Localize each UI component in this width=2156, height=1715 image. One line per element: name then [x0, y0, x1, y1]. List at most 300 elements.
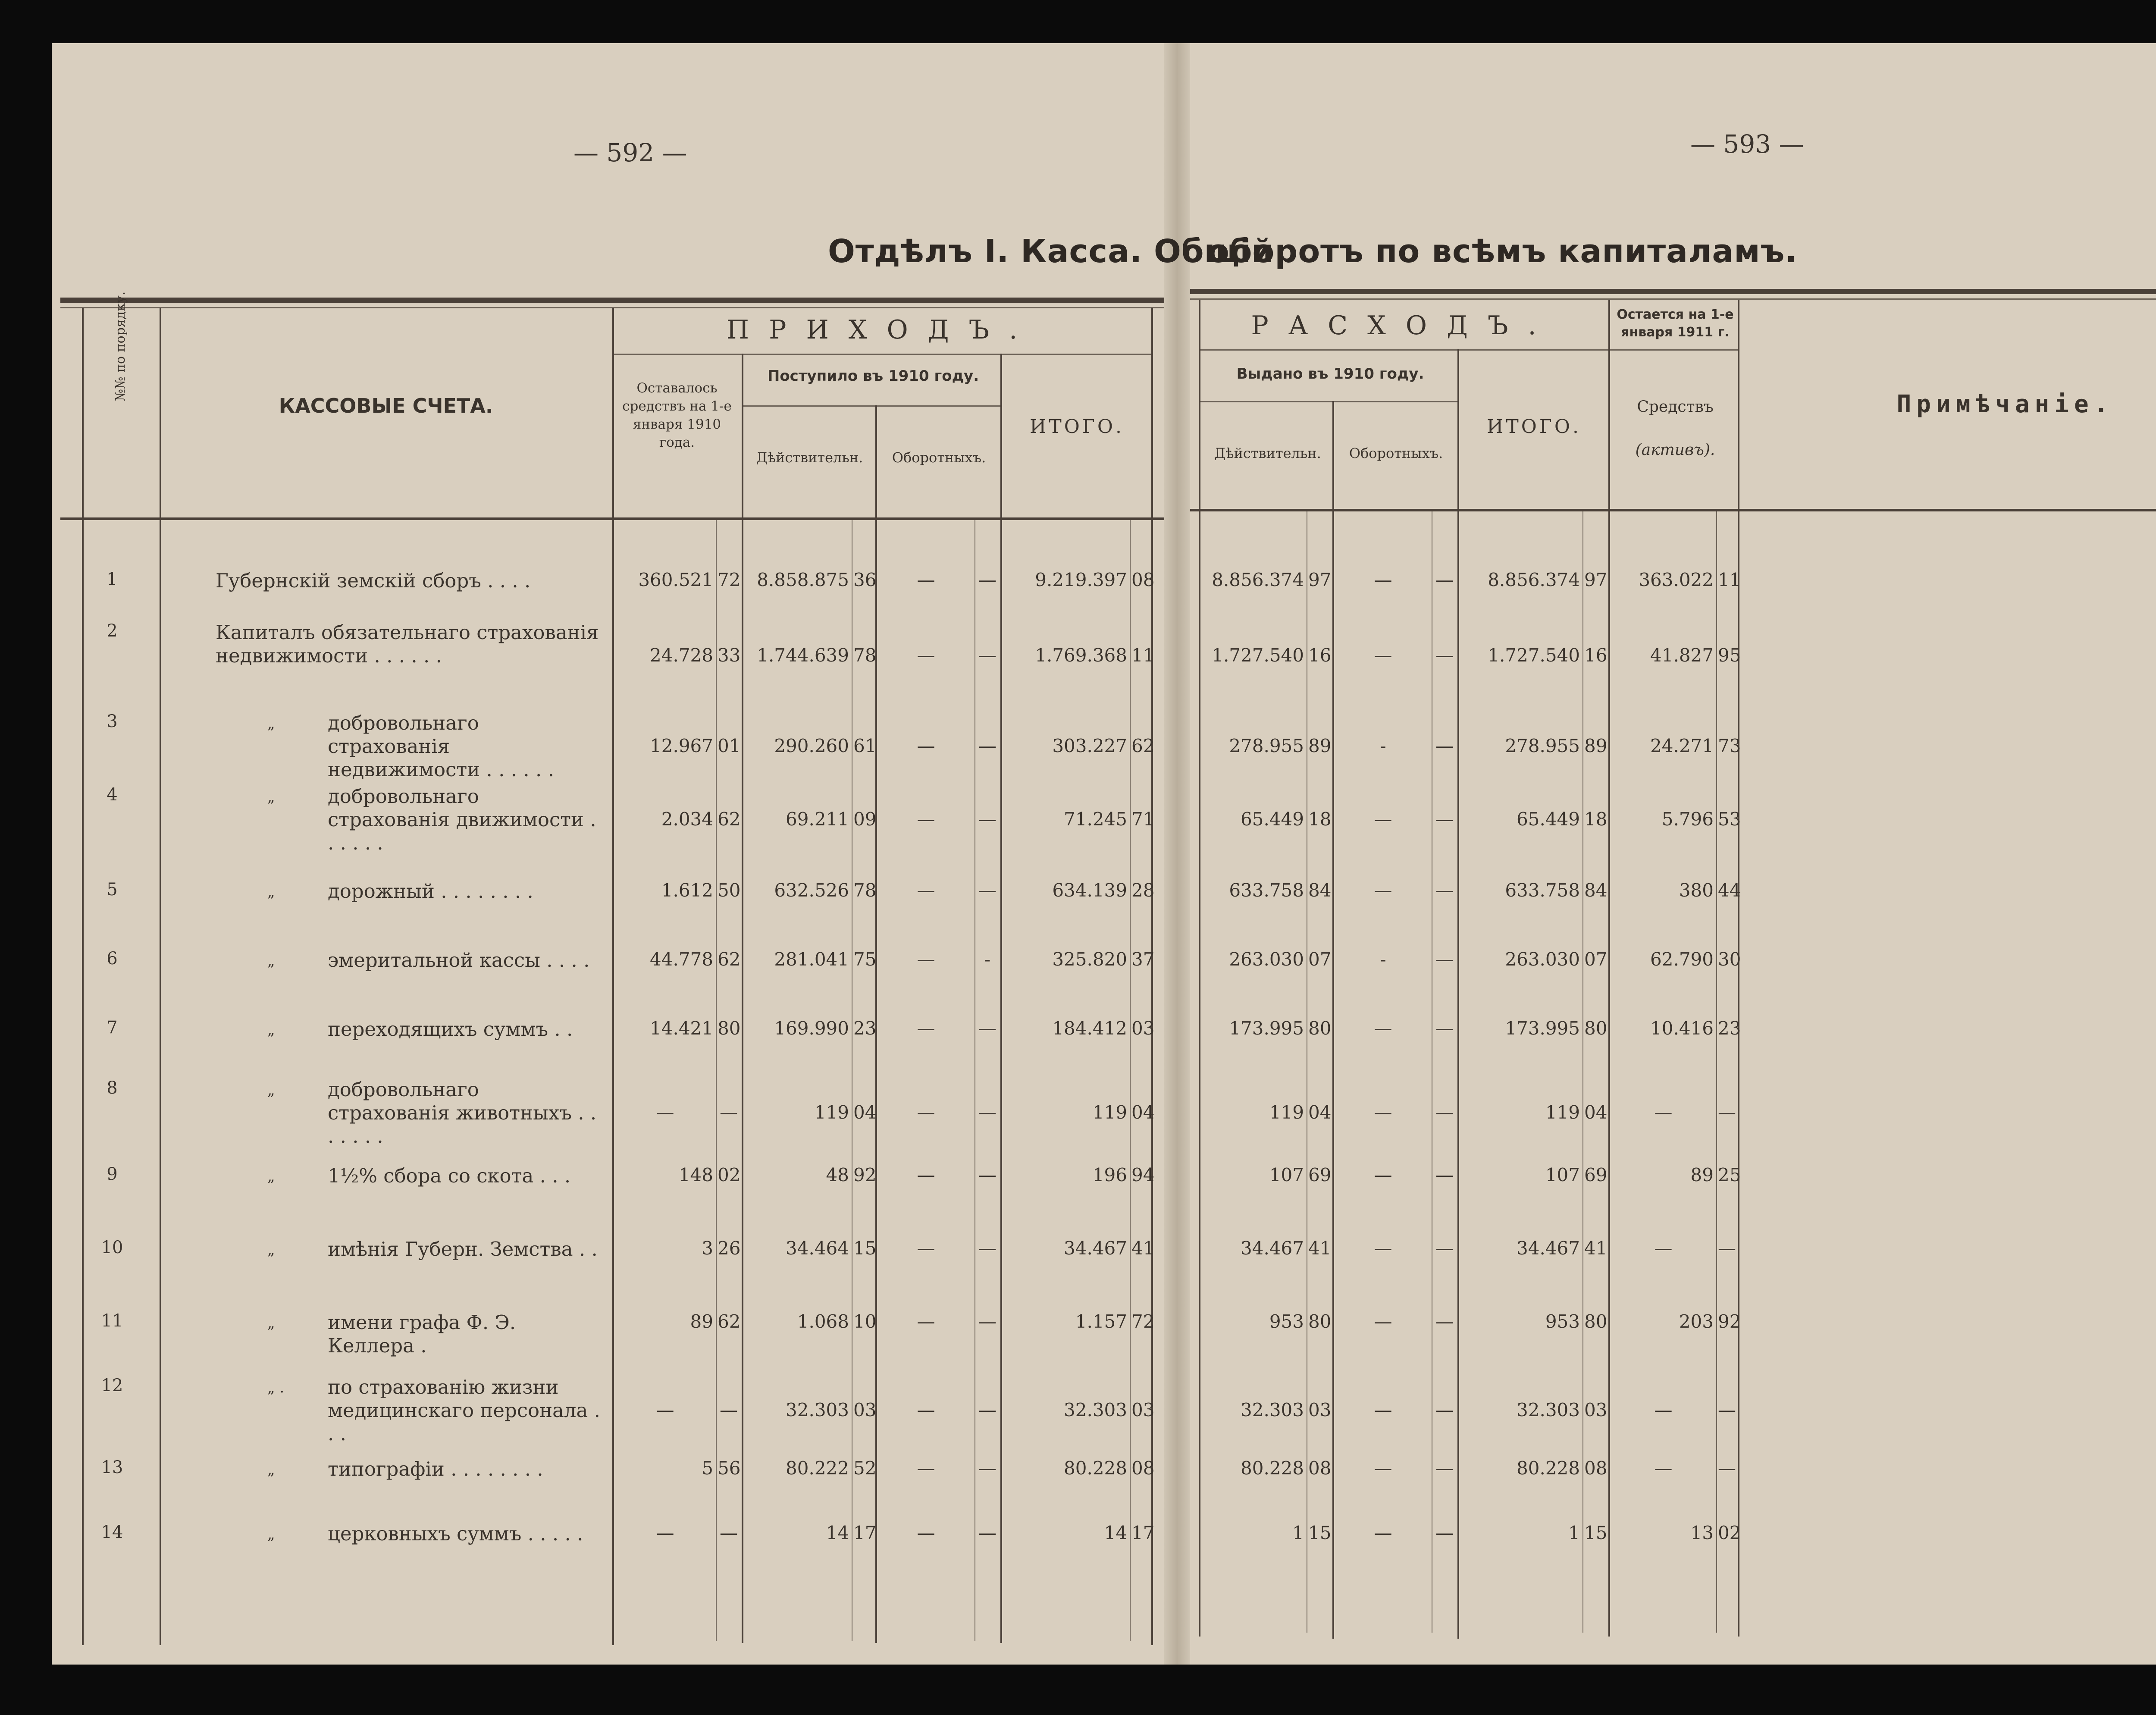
cell-turnover_out-rub: —	[1374, 1018, 1392, 1039]
right-page	[1177, 43, 2156, 1665]
row-ditto-mark: „	[267, 1082, 275, 1099]
cell-turnover-kop: —	[978, 569, 997, 590]
col-line	[1457, 349, 1459, 1639]
cell-total_out-kop: 04	[1584, 1102, 1608, 1123]
title-left: Отдѣлъ I. Касса. Общій	[828, 233, 1274, 270]
row-account-name: переходящихъ суммъ . .	[328, 1018, 573, 1041]
row-ditto-mark: „	[267, 1526, 275, 1543]
cell-actual-kop: 03	[853, 1399, 877, 1420]
cell-actual-kop: 15	[853, 1238, 877, 1259]
col-line	[716, 520, 717, 1641]
header-note: Примѣчаніе.	[1896, 390, 2114, 418]
cell-actual-kop: 10	[853, 1311, 877, 1332]
cell-total_out-rub: 633.758	[1505, 880, 1580, 901]
header-issued: Выдано въ 1910 году.	[1236, 365, 1424, 383]
cell-issued-kop: 80	[1308, 1311, 1332, 1332]
cell-actual-kop: 36	[853, 569, 877, 590]
cell-turnover-kop: —	[978, 645, 997, 666]
cell-total_in-kop: 03	[1131, 1399, 1155, 1420]
cell-opening-kop: 50	[718, 880, 741, 901]
cell-turnover-rub: —	[917, 1102, 935, 1123]
cell-issued-kop: 16	[1308, 645, 1332, 666]
cell-actual-kop: 92	[853, 1164, 877, 1185]
top-rule-left	[60, 298, 1164, 303]
cell-turnover_out-kop: —	[1435, 1311, 1454, 1332]
col-line	[82, 308, 84, 1645]
cell-remaining-rub: —	[1654, 1238, 1673, 1259]
cell-remaining-kop: —	[1718, 1238, 1736, 1259]
cell-turnover-rub: —	[917, 569, 935, 590]
header-turnover: Оборотныхъ.	[892, 449, 986, 466]
header-remaining: Остается на 1-е января 1911 г.	[1617, 307, 1734, 340]
cell-total_in-rub: 1.769.368	[1035, 645, 1127, 666]
cell-turnover-kop: —	[978, 1522, 997, 1543]
cell-turnover_out-rub: —	[1374, 1238, 1392, 1259]
cell-actual-kop: 78	[853, 880, 877, 901]
cell-issued-rub: 119	[1269, 1102, 1304, 1123]
row-index: 13	[101, 1458, 123, 1477]
cell-turnover-rub: —	[917, 1164, 935, 1185]
cell-total_in-rub: 80.228	[1064, 1458, 1127, 1479]
cell-turnover_out-kop: —	[1435, 1102, 1454, 1123]
cell-turnover-rub: —	[917, 880, 935, 901]
cell-opening-kop: 33	[718, 645, 741, 666]
cell-total_in-rub: 1.157	[1075, 1311, 1127, 1332]
cell-turnover-rub: —	[917, 1458, 935, 1479]
cell-opening-rub: 148	[678, 1164, 713, 1185]
col-line	[1608, 300, 1610, 1637]
cell-turnover_out-kop: —	[1435, 1399, 1454, 1420]
cell-actual-rub: 1.744.639	[757, 645, 849, 666]
cell-remaining-kop: 95	[1718, 645, 1741, 666]
page-number-left: — 592 —	[573, 138, 687, 167]
cell-turnover-kop: —	[978, 1102, 997, 1123]
cell-total_out-rub: 65.449	[1517, 809, 1580, 830]
cell-actual-kop: 17	[853, 1522, 877, 1543]
cell-actual-rub: 119	[814, 1102, 849, 1123]
cell-turnover-kop: —	[978, 809, 997, 830]
cell-opening-kop: —	[720, 1102, 738, 1123]
row-index: 11	[101, 1311, 123, 1331]
cell-opening-kop: 56	[718, 1458, 741, 1479]
cell-remaining-rub: 363.022	[1639, 569, 1714, 590]
row-index: 14	[101, 1522, 123, 1542]
cell-issued-rub: 65.449	[1241, 809, 1304, 830]
cell-actual-kop: 52	[853, 1458, 877, 1479]
cell-total_out-rub: 173.995	[1505, 1018, 1580, 1039]
cell-turnover_out-kop: —	[1435, 880, 1454, 901]
cell-remaining-rub: 10.416	[1650, 1018, 1714, 1039]
cell-turnover-kop: —	[978, 735, 997, 756]
cell-total_in-rub: 71.245	[1064, 809, 1127, 830]
cell-turnover-rub: —	[917, 645, 935, 666]
cell-actual-kop: 78	[853, 645, 877, 666]
header-turnover-out: Оборотныхъ.	[1349, 445, 1443, 461]
cell-remaining-kop: 23	[1718, 1018, 1741, 1039]
row-ditto-mark: „	[267, 1021, 275, 1038]
header-accounts: КАССОВЫЕ СЧЕТА.	[279, 394, 493, 417]
cell-total_out-rub: 119	[1545, 1102, 1580, 1123]
row-ditto-mark: „	[267, 883, 275, 900]
cell-turnover-kop: —	[978, 1018, 997, 1039]
cell-turnover-kop: —	[978, 1458, 997, 1479]
cell-turnover_out-rub: —	[1374, 1311, 1392, 1332]
header-actual: Дѣйствительн.	[756, 449, 863, 466]
cell-turnover_out-rub: —	[1374, 645, 1392, 666]
col-line	[612, 308, 614, 1645]
cell-total_out-kop: 08	[1584, 1458, 1608, 1479]
cell-turnover-kop: -	[984, 949, 991, 970]
row-index: 2	[107, 621, 118, 641]
cell-total_out-rub: 1	[1568, 1522, 1580, 1543]
cell-total_in-rub: 34.467	[1064, 1238, 1127, 1259]
cell-total_out-kop: 97	[1584, 569, 1608, 590]
cell-remaining-kop: 44	[1718, 880, 1741, 901]
cell-total_in-kop: 62	[1131, 735, 1155, 756]
cell-total_in-rub: 303.227	[1052, 735, 1127, 756]
left-page	[52, 43, 1177, 1665]
cell-remaining-rub: —	[1654, 1399, 1673, 1420]
cell-total_in-kop: 72	[1131, 1311, 1155, 1332]
cell-remaining-kop: —	[1718, 1399, 1736, 1420]
cell-actual-kop: 04	[853, 1102, 877, 1123]
cell-turnover_out-rub: -	[1380, 949, 1386, 970]
row-account-name: добровольнаго страхованія движимости . . . . . .	[328, 785, 596, 854]
cell-turnover_out-rub: —	[1374, 1164, 1392, 1185]
cell-total_out-rub: 953	[1545, 1311, 1580, 1332]
cell-issued-rub: 32.303	[1241, 1399, 1304, 1420]
cell-opening-rub: 14.421	[650, 1018, 713, 1039]
row-ditto-mark: „	[267, 715, 275, 732]
cell-turnover_out-kop: —	[1435, 949, 1454, 970]
expense-subrule	[1199, 349, 1738, 351]
cell-actual-rub: 80.222	[786, 1458, 849, 1479]
top-rule-right	[1190, 289, 2156, 294]
cell-issued-kop: 84	[1308, 880, 1332, 901]
cell-issued-kop: 07	[1308, 949, 1332, 970]
cell-turnover_out-rub: —	[1374, 1458, 1392, 1479]
cell-opening-kop: 62	[718, 1311, 741, 1332]
cell-total_in-rub: 119	[1092, 1102, 1127, 1123]
page-number-right: — 593 —	[1690, 129, 1804, 159]
cell-total_out-kop: 80	[1584, 1018, 1608, 1039]
cell-total_in-kop: 08	[1131, 1458, 1155, 1479]
cell-total_in-rub: 184.412	[1052, 1018, 1127, 1039]
cell-turnover_out-rub: —	[1374, 569, 1392, 590]
cell-total_out-kop: 07	[1584, 949, 1608, 970]
cell-remaining-rub: 89	[1690, 1164, 1714, 1185]
cell-actual-kop: 61	[853, 735, 877, 756]
cell-turnover-rub: —	[917, 1018, 935, 1039]
row-account-name: церковныхъ суммъ . . . . .	[328, 1522, 583, 1545]
title-right: оборотъ по всѣмъ капиталамъ.	[1207, 233, 1798, 270]
cell-remaining-kop: 02	[1718, 1522, 1741, 1543]
row-ditto-mark: „	[267, 1168, 275, 1185]
cell-issued-rub: 34.467	[1241, 1238, 1304, 1259]
cell-total_in-kop: 37	[1131, 949, 1155, 970]
cell-actual-kop: 09	[853, 809, 877, 830]
cell-issued-kop: 97	[1308, 569, 1332, 590]
cell-turnover-rub: —	[917, 1522, 935, 1543]
cell-opening-rub: 89	[690, 1311, 713, 1332]
cell-total_in-rub: 196	[1092, 1164, 1127, 1185]
cell-actual-rub: 34.464	[786, 1238, 849, 1259]
header-funds: Средствъ	[1637, 398, 1714, 416]
cell-total_in-rub: 9.219.397	[1035, 569, 1127, 590]
cell-total_in-kop: 17	[1131, 1522, 1155, 1543]
income-subrule	[612, 354, 1151, 355]
row-index: 3	[107, 712, 118, 731]
cell-issued-kop: 18	[1308, 809, 1332, 830]
issued-subrule	[1199, 401, 1457, 402]
cell-turnover_out-kop: —	[1435, 1164, 1454, 1185]
cell-issued-rub: 173.995	[1229, 1018, 1304, 1039]
cell-opening-kop: —	[720, 1399, 738, 1420]
cell-remaining-rub: 203	[1679, 1311, 1714, 1332]
cell-issued-kop: 80	[1308, 1018, 1332, 1039]
cell-total_out-kop: 80	[1584, 1311, 1608, 1332]
cell-issued-kop: 04	[1308, 1102, 1332, 1123]
cell-turnover_out-rub: —	[1374, 880, 1392, 901]
row-ditto-mark: „	[267, 788, 275, 806]
cell-issued-kop: 41	[1308, 1238, 1332, 1259]
cell-remaining-rub: —	[1654, 1458, 1673, 1479]
cell-opening-kop: —	[720, 1522, 738, 1543]
row-account-name: 1½% сбора со скота . . .	[328, 1164, 571, 1187]
cell-opening-kop: 72	[718, 569, 741, 590]
cell-turnover-kop: —	[978, 1399, 997, 1420]
cell-issued-rub: 633.758	[1229, 880, 1304, 901]
row-account-name: по страхованію жизни медицинскаго персонала . . .	[328, 1376, 600, 1445]
cell-turnover-kop: —	[978, 1238, 997, 1259]
cell-opening-rub: —	[656, 1522, 674, 1543]
cell-opening-kop: 62	[718, 949, 741, 970]
cell-total_in-kop: 94	[1131, 1164, 1155, 1185]
cell-issued-rub: 263.030	[1229, 949, 1304, 970]
cell-turnover-kop: —	[978, 880, 997, 901]
cell-actual-rub: 632.526	[774, 880, 849, 901]
cell-remaining-kop: —	[1718, 1458, 1736, 1479]
cell-total_out-kop: 03	[1584, 1399, 1608, 1420]
col-line	[160, 308, 161, 1645]
cell-remaining-rub: 5.796	[1661, 809, 1714, 830]
cell-issued-kop: 08	[1308, 1458, 1332, 1479]
row-account-name: типографіи . . . . . . . .	[328, 1458, 543, 1480]
cell-turnover_out-rub: —	[1374, 1522, 1392, 1543]
cell-opening-rub: 12.967	[650, 735, 713, 756]
cell-turnover_out-rub: —	[1374, 809, 1392, 830]
header-bottom-right	[1190, 509, 2156, 511]
cell-turnover_out-kop: —	[1435, 645, 1454, 666]
cell-issued-kop: 15	[1308, 1522, 1332, 1543]
cell-remaining-rub: 13	[1690, 1522, 1714, 1543]
cell-remaining-kop: 73	[1718, 735, 1741, 756]
header-assets: (активъ).	[1635, 441, 1715, 459]
col-line	[1000, 354, 1002, 1643]
cell-issued-rub: 80.228	[1241, 1458, 1304, 1479]
cell-opening-rub: 44.778	[650, 949, 713, 970]
row-index: 9	[107, 1164, 118, 1184]
cell-remaining-rub: 24.271	[1650, 735, 1714, 756]
cell-total_in-kop: 28	[1131, 880, 1155, 901]
row-ditto-mark: „ .	[267, 1379, 285, 1396]
header-opening: Оставалось средствъ на 1-е января 1910 года.	[622, 380, 732, 450]
col-line	[742, 354, 743, 1643]
cell-total_in-rub: 32.303	[1064, 1399, 1127, 1420]
cell-turnover_out-rub: —	[1374, 1102, 1392, 1123]
cell-turnover_out-kop: —	[1435, 569, 1454, 590]
row-account-name: добровольнаго страхованія животныхъ . . . . . . .	[328, 1078, 597, 1148]
cell-total_out-rub: 34.467	[1517, 1238, 1580, 1259]
cell-turnover_out-kop: —	[1435, 1238, 1454, 1259]
cell-total_out-kop: 41	[1584, 1238, 1608, 1259]
cell-turnover-rub: —	[917, 949, 935, 970]
row-index: 6	[107, 949, 118, 969]
cell-actual-rub: 8.858.875	[757, 569, 849, 590]
row-account-name: добровольнаго страхованія недвижимости . . . . . .	[328, 712, 554, 781]
cell-total_out-rub: 32.303	[1517, 1399, 1580, 1420]
cell-actual-kop: 23	[853, 1018, 877, 1039]
row-index: 7	[107, 1018, 118, 1038]
row-account-name: эмеритальной кассы . . . .	[328, 949, 590, 972]
cell-opening-rub: 2.034	[661, 809, 713, 830]
row-index: 12	[101, 1376, 123, 1395]
row-account-name: имѣнія Губерн. Земства . .	[328, 1238, 598, 1260]
cell-remaining-kop: 92	[1718, 1311, 1741, 1332]
cell-issued-rub: 1.727.540	[1212, 645, 1304, 666]
cell-turnover_out-rub: —	[1374, 1399, 1392, 1420]
cell-total_out-rub: 278.955	[1505, 735, 1580, 756]
cell-opening-rub: 1.612	[661, 880, 713, 901]
cell-total_out-rub: 107	[1545, 1164, 1580, 1185]
cell-total_out-rub: 1.727.540	[1488, 645, 1580, 666]
cell-actual-rub: 32.303	[786, 1399, 849, 1420]
cell-actual-rub: 290.260	[774, 735, 849, 756]
row-ditto-mark: „	[267, 1314, 275, 1332]
cell-opening-rub: 360.521	[638, 569, 713, 590]
row-ditto-mark: „	[267, 952, 275, 969]
cell-actual-rub: 69.211	[786, 809, 849, 830]
cell-turnover-rub: —	[917, 735, 935, 756]
cell-remaining-rub: 41.827	[1650, 645, 1714, 666]
col-line	[1332, 401, 1334, 1639]
cell-total_out-kop: 16	[1584, 645, 1608, 666]
header-received: Поступило въ 1910 году.	[767, 367, 979, 385]
cell-opening-kop: 02	[718, 1164, 741, 1185]
header-income: ПРИХОДЪ.	[726, 315, 1037, 345]
cell-total_out-kop: 18	[1584, 809, 1608, 830]
cell-total_out-rub: 8.856.374	[1488, 569, 1580, 590]
row-index: 1	[107, 569, 118, 589]
cell-turnover_out-kop: —	[1435, 809, 1454, 830]
cell-issued-rub: 953	[1269, 1311, 1304, 1332]
cell-remaining-kop: 53	[1718, 809, 1741, 830]
header-order-no	[112, 358, 130, 401]
cell-total_in-kop: 41	[1131, 1238, 1155, 1259]
cell-turnover-rub: —	[917, 1238, 935, 1259]
cell-issued-kop: 03	[1308, 1399, 1332, 1420]
row-index: 4	[107, 785, 118, 805]
cell-issued-kop: 89	[1308, 735, 1332, 756]
col-line	[1151, 308, 1153, 1645]
cell-opening-rub: 24.728	[650, 645, 713, 666]
cell-opening-rub: 5	[702, 1458, 713, 1479]
cell-issued-kop: 69	[1308, 1164, 1332, 1185]
cell-turnover_out-kop: —	[1435, 1018, 1454, 1039]
header-total-out: ИТОГО.	[1487, 416, 1581, 438]
row-index: 10	[101, 1238, 123, 1257]
cell-turnover-kop: —	[978, 1311, 997, 1332]
received-subrule	[742, 405, 1000, 407]
row-account-name: имени графа Ф. Э. Келлера .	[328, 1311, 516, 1357]
cell-total_in-kop: 04	[1131, 1102, 1155, 1123]
cell-actual-kop: 75	[853, 949, 877, 970]
cell-turnover-rub: —	[917, 809, 935, 830]
top-rule-right-2	[1190, 298, 2156, 300]
cell-issued-rub: 8.856.374	[1212, 569, 1304, 590]
cell-actual-rub: 1.068	[797, 1311, 849, 1332]
cell-opening-kop: 26	[718, 1238, 741, 1259]
cell-actual-rub: 281.041	[774, 949, 849, 970]
cell-remaining-kop: 11	[1718, 569, 1741, 590]
cell-total_out-kop: 84	[1584, 880, 1608, 901]
cell-total_in-kop: 08	[1131, 569, 1155, 590]
header-actual-out: Дѣйствительн.	[1214, 445, 1321, 461]
cell-issued-rub: 107	[1269, 1164, 1304, 1185]
cell-actual-rub: 169.990	[774, 1018, 849, 1039]
cell-remaining-rub: 62.790	[1650, 949, 1714, 970]
cell-turnover-rub: —	[917, 1311, 935, 1332]
cell-total_out-kop: 69	[1584, 1164, 1608, 1185]
cell-turnover-rub: —	[917, 1399, 935, 1420]
row-index: 8	[107, 1078, 118, 1098]
cell-total_in-rub: 14	[1104, 1522, 1127, 1543]
cell-remaining-kop: 25	[1718, 1164, 1741, 1185]
row-ditto-mark: „	[267, 1461, 275, 1478]
cell-total_in-kop: 11	[1131, 645, 1155, 666]
cell-opening-rub: 3	[702, 1238, 713, 1259]
cell-actual-rub: 14	[826, 1522, 849, 1543]
cell-actual-rub: 48	[826, 1164, 849, 1185]
header-total-in: ИТОГО.	[1030, 416, 1124, 438]
book-gutter	[1164, 43, 1190, 1665]
cell-remaining-kop: 30	[1718, 949, 1741, 970]
cell-total_out-kop: 89	[1584, 735, 1608, 756]
cell-opening-rub: —	[656, 1102, 674, 1123]
cell-turnover_out-kop: —	[1435, 735, 1454, 756]
cell-total_in-rub: 634.139	[1052, 880, 1127, 901]
cell-opening-rub: —	[656, 1399, 674, 1420]
cell-turnover_out-kop: —	[1435, 1522, 1454, 1543]
cell-total_out-rub: 263.030	[1505, 949, 1580, 970]
row-account-name: дорожный . . . . . . . .	[328, 880, 533, 903]
row-account-name: Капиталъ обязательнаго страхованія недвижимости . . . . . .	[216, 621, 599, 667]
row-index: 5	[107, 880, 118, 900]
cell-total_out-kop: 15	[1584, 1522, 1608, 1543]
header-expense: РАСХОДЪ.	[1251, 310, 1556, 341]
cell-turnover_out-kop: —	[1435, 1458, 1454, 1479]
cell-remaining-rub: 380	[1679, 880, 1714, 901]
cell-total_in-rub: 325.820	[1052, 949, 1127, 970]
cell-opening-kop: 80	[718, 1018, 741, 1039]
col-line	[1130, 520, 1131, 1641]
cell-issued-rub: 278.955	[1229, 735, 1304, 756]
cell-remaining-rub: —	[1654, 1102, 1673, 1123]
col-line	[1199, 300, 1200, 1637]
cell-total_out-rub: 80.228	[1517, 1458, 1580, 1479]
cell-total_in-kop: 71	[1131, 809, 1155, 830]
cell-turnover-kop: —	[978, 1164, 997, 1185]
